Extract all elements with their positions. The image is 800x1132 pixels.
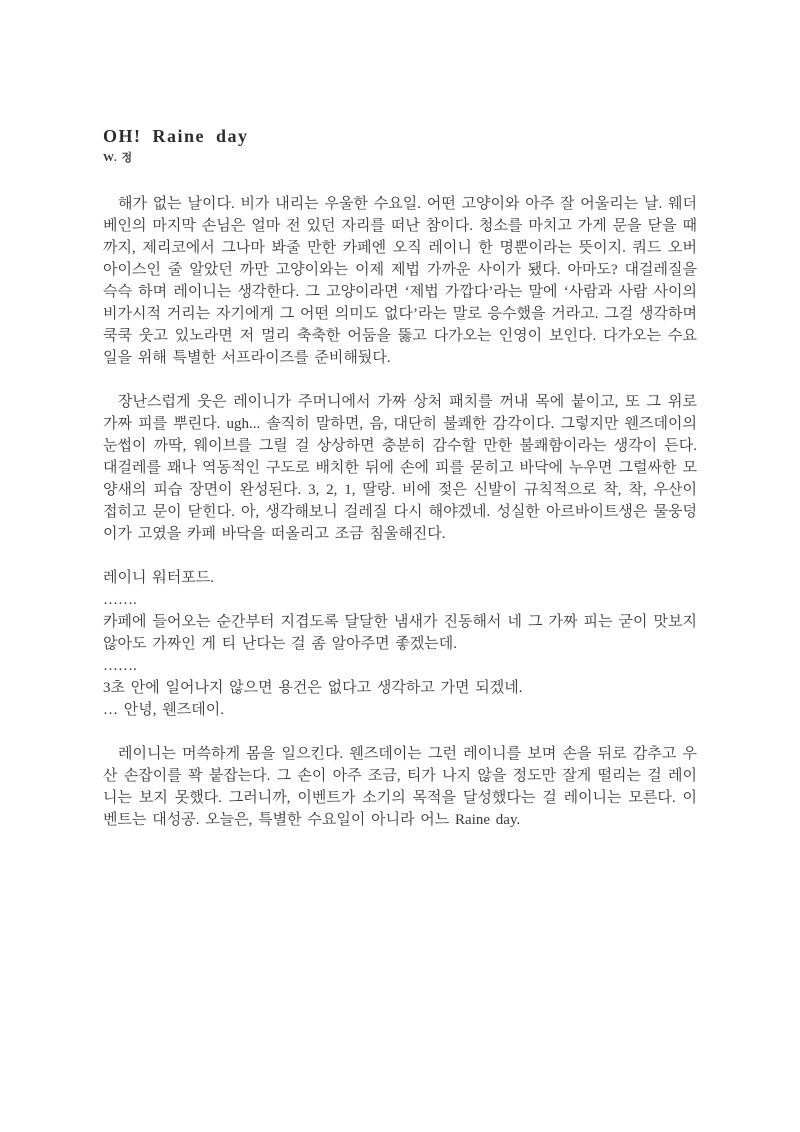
document-body: [103, 193, 697, 831]
dialogue-greeting: … 안녕, 웬즈데이.: [103, 702, 224, 718]
author-line: W. 정: [103, 152, 134, 164]
paragraph-prank: 장난스럽게 웃은 레이니가 주머니에서 가짜 상처 패치를 꺼내 목에 붙이고, 또 그 위로 가짜 피를 뿌린다. ugh... 솔직히 말하면, 음, 대단히 불쾌한 감각이다. 그렇지만 웬즈데이의 눈썹이 까딱, 웨이브를 그릴 걸 상상하면 충분히 감수할 만한 불쾌함이라는 생각이 든다. 대걸레를 꽤나 역동적인 구도로 배치한 뒤에 손에 피를 묻히고 바닥에 누우면 그럴싸한 모양새의 피습 장면이 완성된다. 3, 2, 1, 딸랑. 비에 젖은 신발이 규칙적으로 착, 착, 우산이 접히고 문이 닫힌다. 아, 생각해보니 걸레질 다시 해야겠네. 성실한 아르바이트생은 물웅덩이가 고였을 카페 바닥을 떠올리고 조금 침울해진다.: [103, 394, 697, 542]
paragraph-opening: 해가 없는 날이다. 비가 내리는 우울한 수요일. 어떤 고양이와 아주 잘 어울리는 날. 웨더베인의 마지막 손님은 얼마 전 있던 자리를 떠난 참이다. 청소를 마치고 가게 문을 닫을 때까지, 제리코에서 그나마 봐줄 만한 카페엔 오직 레이니 한 명뿐이라는 뜻이지. 쿼드 오버 아이스인 줄 알았던 까만 고양이와는 이제 제법 가까운 사이가 됐다. 아마도? 대걸레질을 슥슥 하며 레이니는 생각한다. 그 고양이라면 ‘제법 가깝다’라는 말에 ‘사람과 사람 사이의 비가시적 거리는 자기에게 그 어떤 의미도 없다’라는 말로 응수했을 거라고. 그걸 생각하며 쿡쿡 웃고 있노라면 저 멀리 축축한 어둠을 뚫고 다가오는 인영이 보인다. 다가오는 수요일을 위해 특별한 서프라이즈를 준비해뒀다.: [103, 196, 697, 366]
dialogue-name-call: 레이니 워터포드.: [103, 570, 214, 586]
dialogue-three-seconds: 3초 안에 일어나지 않으면 용건은 없다고 생각하고 가면 되겠네.: [103, 680, 523, 696]
paragraph-closing: 레이니는 머쓱하게 몸을 일으킨다. 웬즈데이는 그런 레이니를 보며 손을 뒤로 감추고 우산 손잡이를 꽉 붙잡는다. 그 손이 아주 조금, 티가 나지 않을 정도만 잘게 떨리는 걸 레이니는 보지 못했다. 그러니까, 이벤트가 소기의 목적을 달성했다는 걸 레이니는 모른다. 이벤트는 대성공. 오늘은, 특별한 수요일이 아니라 어느 Raine day.: [103, 746, 697, 828]
dialogue-ellipsis-1: …….: [103, 592, 137, 608]
document-title: OH! Raine day: [103, 126, 249, 146]
dialogue-fake-blood: 카페에 들어오는 순간부터 지겹도록 달달한 냄새가 진동해서 네 그 가짜 피는 굳이 맛보지 않아도 가짜인 게 티 난다는 걸 좀 알아주면 좋겠는데.: [103, 614, 697, 652]
dialogue-ellipsis-2: …….: [103, 658, 137, 674]
